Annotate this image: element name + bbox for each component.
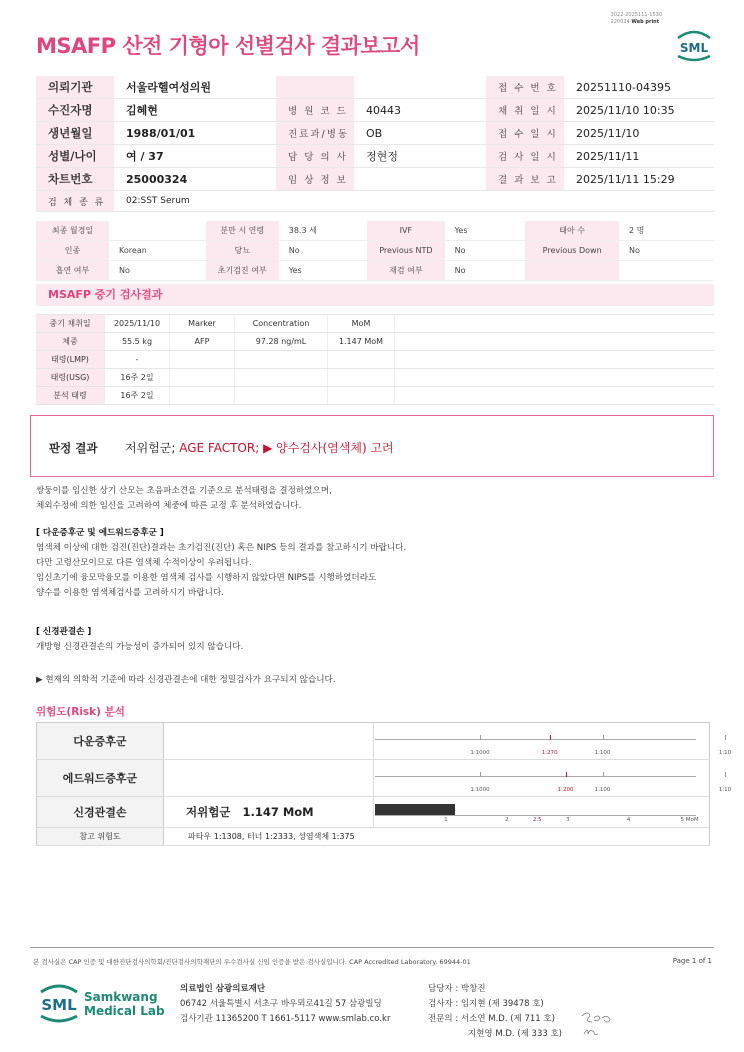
clinical-label: 인종 [36, 241, 109, 261]
clinical-value: No [619, 241, 714, 261]
clinical-value: 2 명 [619, 221, 714, 241]
patient-value: 정현정 [354, 145, 486, 168]
svg-text:SML: SML [679, 41, 709, 55]
scale-tick [603, 735, 604, 740]
patient-value: 20251110-04395 [564, 76, 714, 99]
clinical-value: Yes [445, 221, 526, 241]
scale-tick-label: 3 [565, 817, 570, 823]
print-code [611, 12, 662, 26]
patient-label: 검 사 일 시 [486, 145, 564, 168]
patient-label: 채 취 일 시 [486, 99, 564, 122]
scale-tick-label: 1:1000 [470, 750, 490, 756]
specimen-value: 02:SST Serum [114, 191, 714, 212]
brand-line2: Medical Lab [84, 1004, 165, 1018]
ntd-mom-value: 1.147 MoM [242, 805, 314, 819]
print-code-line1: 3022-2025111-1530 [610, 12, 662, 18]
clinical-row [36, 261, 714, 281]
signature-image [578, 1008, 618, 1046]
page-number: Page 1 of 1 [672, 957, 712, 965]
result-value [235, 369, 328, 387]
patient-label: 임 상 정 보 [276, 168, 354, 191]
results-table [36, 314, 395, 405]
clinical-value: No [109, 261, 206, 281]
result-value: 16주 2일 [105, 387, 170, 405]
clinical-label: 재검 여부 [367, 261, 444, 281]
brand-name [84, 990, 165, 1018]
result-label: 분석 태령 [36, 387, 105, 405]
patient-value: 여 / 37 [114, 145, 276, 168]
clinical-label: 당뇨 [206, 241, 279, 261]
note-line: 체외수정에 의한 임신을 고려하여 체중에 따른 교정 후 분석하였습니다. [36, 501, 302, 511]
note-line: 다만 고령산모이므로 다른 염색체 수적이상이 우려됩니다. [36, 558, 252, 568]
result-value [235, 351, 328, 369]
patient-label: 접 수 일 시 [486, 122, 564, 145]
note-arrow: ▶ 현재의 의학적 기준에 따라 신경관결손에 대한 정밀검사가 요구되지 않습니다. [36, 675, 336, 685]
judgment-value: 저위험군; AGE FACTOR; ▶ 양수검사(염색체) 고려 [125, 441, 394, 455]
judgment-label: 판정 결과 [49, 441, 98, 455]
clinical-label: 태아 수 [525, 221, 619, 241]
patient-info-table [36, 76, 714, 212]
patient-row [36, 76, 714, 99]
scale-tick-label: 1 [444, 817, 448, 823]
patient-label: 성별/나이 [36, 145, 114, 168]
patient-label: 의뢰기관 [36, 76, 114, 99]
note-ntd [36, 625, 243, 655]
staff-manager: 담당자 : 박창진 [428, 984, 486, 994]
scale-tick [480, 772, 481, 777]
note-line: 양수를 이용한 염색체검사를 고려하시기 바랍니다. [36, 588, 224, 598]
clinical-value: No [279, 241, 367, 261]
patient-value [354, 168, 486, 191]
risk-ref-label: 참고 위험도 [37, 828, 164, 846]
scale-tick-label: 1:10 [718, 750, 732, 756]
patient-row [36, 99, 714, 122]
risk-scale-ntd [375, 798, 708, 826]
clinical-label: 분만 시 연령 [206, 221, 279, 241]
scale-tick-label: 4 [626, 817, 631, 823]
ntd-result-text: 저위험군 [186, 805, 231, 819]
result-value: - [105, 351, 170, 369]
result-value [170, 387, 235, 405]
sml-logo-bottom [36, 980, 82, 1028]
patient-value: 2025/11/11 15:29 [564, 168, 714, 191]
result-value [170, 369, 235, 387]
result-value: 55.5 kg [105, 333, 170, 351]
result-label: 태령(USG) [36, 369, 105, 387]
patient-value: 2025/11/11 [564, 145, 714, 168]
result-value: 16주 2일 [105, 369, 170, 387]
result-label: 체중 [36, 333, 105, 351]
risk-table [36, 722, 732, 846]
clinical-value: Korean [109, 241, 206, 261]
clinical-value: 38.3 세 [279, 221, 367, 241]
scale-tick-label: 1:270 [541, 750, 558, 756]
patient-value: 2025/11/10 [564, 122, 714, 145]
scale-tick-label: 1:100 [594, 787, 611, 793]
clinical-label: Previous NTD [367, 241, 444, 261]
org-address: 06742 서울특별시 서초구 바우뫼로41길 57 삼광빌딩 [180, 999, 382, 1009]
patient-value: OB [354, 122, 486, 145]
risk-scale-down [375, 724, 732, 758]
scale-tick-label: 2 [505, 817, 509, 823]
patient-label: 담 당 의 사 [276, 145, 354, 168]
scale-tick-label: 5 MoM [680, 817, 699, 823]
down-section-title: [ 다운증후군 및 에드워드증후군 ] [36, 528, 164, 538]
staff-info [428, 982, 562, 1042]
results-empty-grid [376, 314, 714, 405]
scale-tick-label: 2.5 [532, 817, 542, 823]
risk-ref-value: 파타우 1:1308, 터너 1:2333, 성염색체 1:375 [164, 828, 710, 846]
note-analysis [36, 484, 332, 514]
print-code-line2: 220024 [610, 19, 630, 25]
clinical-value [619, 261, 714, 281]
section-title-results: MSAFP 중기 검사결과 [36, 284, 714, 306]
org-contact: 검사기관 11365200 T 1661-5117 www.smlab.co.kr [180, 1014, 391, 1024]
note-line: 임신초기에 융모막융모를 이용한 염색체 검사를 시행하지 않았다면 NIPS를 시행하였더라도 [36, 573, 377, 583]
scale-tick [566, 772, 567, 777]
staff-specialist2: 지현영 M.D. (제 333 호) [468, 1029, 563, 1039]
patient-label: 수진자명 [36, 99, 114, 122]
result-value [235, 387, 328, 405]
patient-row [36, 168, 714, 191]
patient-label: 병 원 코 드 [276, 99, 354, 122]
clinical-label: 초기검진 여부 [206, 261, 279, 281]
clinical-value: No [445, 241, 526, 261]
clinical-label [525, 261, 619, 281]
patient-label: 접 수 번 호 [486, 76, 564, 99]
note-line: 개방형 신경관결손의 가능성이 증가되어 있지 않습니다. [36, 642, 244, 652]
scale-tick [603, 772, 604, 777]
patient-label: 진료과/병동 [276, 122, 354, 145]
clinical-value: No [445, 261, 526, 281]
result-value: 97.28 ng/mL [235, 333, 328, 351]
scale-tick [725, 772, 726, 777]
patient-row [36, 145, 714, 168]
clinical-label: Previous Down [525, 241, 619, 261]
scale-tick-label: 1:10 [718, 787, 732, 793]
report-title: MSAFP 산전 기형아 선별검사 결과보고서 [36, 34, 420, 58]
result-value: AFP [170, 333, 235, 351]
result-label: 태령(LMP) [36, 351, 105, 369]
result-value: Marker [170, 315, 235, 333]
brand-line1: Samkwang [84, 990, 158, 1004]
patient-value [354, 76, 486, 99]
risk-down-result [164, 723, 374, 760]
clinical-label: 흡연 여부 [36, 261, 109, 281]
scale-axis [375, 815, 696, 816]
scale-tick [550, 735, 551, 740]
svg-text:SML: SML [41, 996, 77, 1014]
result-label: 중기 채취일 [36, 315, 105, 333]
risk-title: 위험도(Risk) 분석 [36, 706, 125, 718]
staff-specialist1: 전문의 : 서소연 M.D. (제 711 호) [428, 1014, 555, 1024]
clinical-label: 최종 월경일 [36, 221, 109, 241]
patient-value: 25000324 [114, 168, 276, 191]
patient-label: 결 과 보 고 [486, 168, 564, 191]
patient-value: 40443 [354, 99, 486, 122]
patient-label: 차트번호 [36, 168, 114, 191]
result-row [36, 315, 395, 333]
web-print-label: Web print [631, 19, 660, 25]
sml-logo-top [674, 28, 714, 66]
risk-label-down: 다운증후군 [37, 723, 164, 760]
result-value: 2025/11/10 [105, 315, 170, 333]
clinical-row [36, 221, 714, 241]
patient-row [36, 122, 714, 145]
scale-tick-label: 1:200 [557, 787, 574, 793]
clinical-row [36, 241, 714, 261]
risk-scale-edwards [375, 761, 732, 795]
result-row [36, 369, 395, 387]
judgment-box [30, 415, 714, 477]
scale-axis [375, 776, 696, 777]
scale-axis [375, 739, 696, 740]
ntd-mom-bar [375, 804, 455, 815]
patient-value: 서울라헬여성의원 [114, 76, 276, 99]
note-line: 쌍둥이를 임신한 상기 산모는 초음파소견을 기준으로 분석태령을 결정하였으며, [36, 486, 332, 496]
specimen-row [36, 191, 714, 212]
scale-tick-label: 1:100 [594, 750, 611, 756]
org-name: 의료법인 삼광의료재단 [180, 984, 266, 994]
scale-tick-label: 1:1000 [470, 787, 490, 793]
clinical-value: Yes [279, 261, 367, 281]
org-info [180, 982, 390, 1027]
ntd-section-title: [ 신경관결손 ] [36, 627, 92, 637]
patient-value: 2025/11/10 10:35 [564, 99, 714, 122]
patient-value: 1988/01/01 [114, 122, 276, 145]
staff-tester: 검사자 : 임지현 (제 39478 호) [428, 999, 544, 1009]
patient-label [276, 76, 354, 99]
note-line: 염색체 이상에 대한 검진(진단)결과는 초기검진(진단) 혹은 NIPS 등의 결과를 참고하시기 바랍니다. [36, 543, 407, 553]
scale-tick [480, 735, 481, 740]
patient-value: 김혜현 [114, 99, 276, 122]
result-row [36, 351, 395, 369]
risk-edwards-result [164, 760, 374, 797]
footer-divider [30, 947, 714, 948]
result-value: MoM [328, 315, 395, 333]
risk-ntd-result [164, 797, 374, 828]
clinical-label: IVF [367, 221, 444, 241]
note-down [36, 526, 406, 601]
risk-label-edwards: 에드워드증후군 [37, 760, 164, 797]
result-value [170, 351, 235, 369]
result-value: Concentration [235, 315, 328, 333]
specimen-label: 검 체 종 류 [36, 191, 114, 212]
risk-label-ntd: 신경관결손 [37, 797, 164, 828]
result-row [36, 387, 395, 405]
result-value: 1.147 MoM [328, 333, 395, 351]
scale-tick [725, 735, 726, 740]
result-row [36, 333, 395, 351]
clinical-info-table [36, 221, 714, 281]
patient-label: 생년월일 [36, 122, 114, 145]
clinical-value [109, 221, 206, 241]
cert-statement: 본 검사실은 CAP 인증 및 대한진단검사의학회/진단검사의학재단의 우수검사실 신임 인증을 받은 검사실입니다. CAP Accredited Laboratory. 69944-01 [33, 958, 471, 966]
